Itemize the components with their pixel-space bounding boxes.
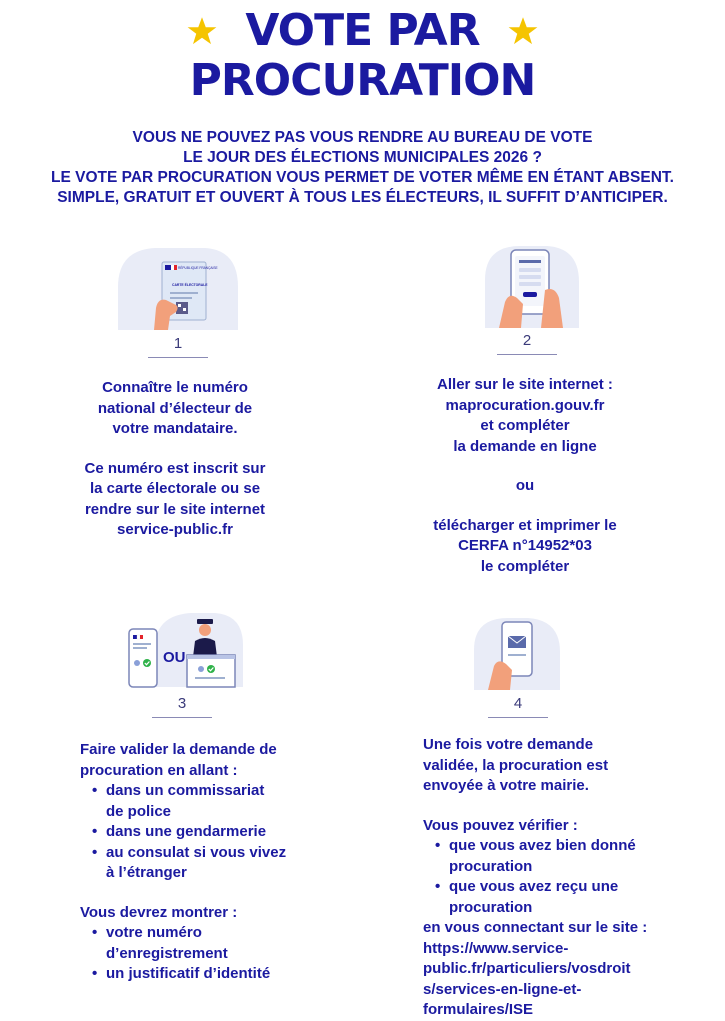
step-number-4: 4 — [513, 695, 523, 712]
card-header-text: RÉPUBLIQUE FRANÇAISE — [178, 266, 218, 270]
step2-line: et compléter — [480, 417, 570, 434]
list-item: • dans une gendarmerie — [80, 822, 340, 843]
step1-text — [40, 378, 310, 541]
step2-line: le compléter — [480, 557, 570, 575]
step-number-1: 1 — [173, 335, 183, 352]
card-title-text: CARTE ÉLECTORALE — [172, 283, 208, 287]
step-divider — [497, 354, 557, 355]
phone-form-illustration — [475, 240, 585, 330]
places-list — [80, 781, 340, 884]
step4-line: en vous connectant sur le site : — [423, 919, 648, 936]
step1-line: la carte électorale ou se — [89, 480, 261, 497]
intro-line: SIMPLE, GRATUIT ET OUVERT À TOUS LES ÉLECTEURS, IL SUFFIT D’ANTICIPER. — [57, 189, 668, 206]
list-item: • dans un commissariat de police — [80, 781, 340, 822]
ou-label: OU — [163, 649, 186, 666]
step3-line: procuration en allant : — [80, 761, 238, 779]
voter-card-illustration — [110, 242, 245, 332]
star-icon — [187, 16, 217, 46]
header — [0, 6, 725, 106]
phone-check-icon — [129, 629, 157, 687]
step4-line: Une fois votre demande — [423, 736, 594, 753]
step-divider — [148, 357, 208, 358]
list-item: • que vous avez bien donné procuration — [423, 836, 713, 877]
star-icon — [508, 16, 538, 46]
step2-line: CERFA n°14952*03 — [458, 537, 592, 554]
page-title-line2: PROCURATION — [189, 55, 536, 106]
step-number-3: 3 — [177, 695, 187, 712]
step1-line: Ce numéro est inscrit sur — [84, 459, 266, 477]
list-item: • au consulat si vous vivez à l’étranger — [80, 843, 340, 884]
documents-list — [80, 923, 340, 985]
intro-line: LE VOTE PAR PROCURATION VOUS PERMET DE VOTER MÊME EN ÉTANT ABSENT. — [51, 169, 674, 186]
step4-line: validée, la procuration est — [423, 756, 609, 774]
step4-text — [423, 735, 713, 1021]
step1-line: votre mandataire. — [112, 420, 238, 437]
intro-line: VOUS NE POUVEZ PAS VOUS RENDRE AU BUREAU DE VOTE — [132, 129, 593, 146]
validation-illustration — [125, 605, 245, 691]
step1-line: Connaître le numéro — [102, 379, 248, 396]
step2-or: ou — [515, 477, 535, 494]
step3-text — [80, 740, 340, 985]
step3-line: Vous devrez montrer : — [80, 903, 238, 921]
step3-line: Faire valider la demande de — [80, 741, 277, 758]
phone-mail-illustration — [470, 612, 565, 692]
intro-text — [0, 128, 725, 208]
list-item: • votre numéro d’enregistrement — [80, 923, 340, 964]
step1-line: rendre sur le site internet — [84, 500, 266, 518]
step2-line: Aller sur le site internet : — [437, 376, 613, 393]
step1-line: national d’électeur de — [97, 399, 253, 417]
step2-text — [390, 375, 660, 577]
step2-link-text: maprocuration.gouv.fr — [445, 396, 605, 414]
step4-url: https://www.service- public.fr/particuliers/vosdroit s/services-en-ligne-et- formulaires/ISE — [423, 939, 631, 1018]
list-item: • que vous avez reçu une procuration — [423, 877, 713, 918]
step-divider — [488, 717, 548, 718]
step2-line: télécharger et imprimer le — [433, 516, 617, 534]
step2-line: la demande en ligne — [453, 437, 597, 455]
page-title-line1: VOTE PAR — [245, 5, 480, 56]
verify-list — [423, 836, 713, 918]
title-row — [0, 6, 725, 56]
step4-line: envoyée à votre mairie. — [423, 777, 589, 794]
step1-link-text: service-public.fr — [117, 521, 233, 538]
counter-desk-icon — [187, 655, 235, 687]
step-divider — [152, 717, 212, 718]
step-number-2: 2 — [522, 332, 532, 349]
step4-line: Vous pouvez vérifier : — [423, 816, 578, 834]
list-item: • un justificatif d’identité — [80, 964, 340, 985]
intro-line: LE JOUR DES ÉLECTIONS MUNICIPALES 2026 ? — [183, 149, 542, 166]
